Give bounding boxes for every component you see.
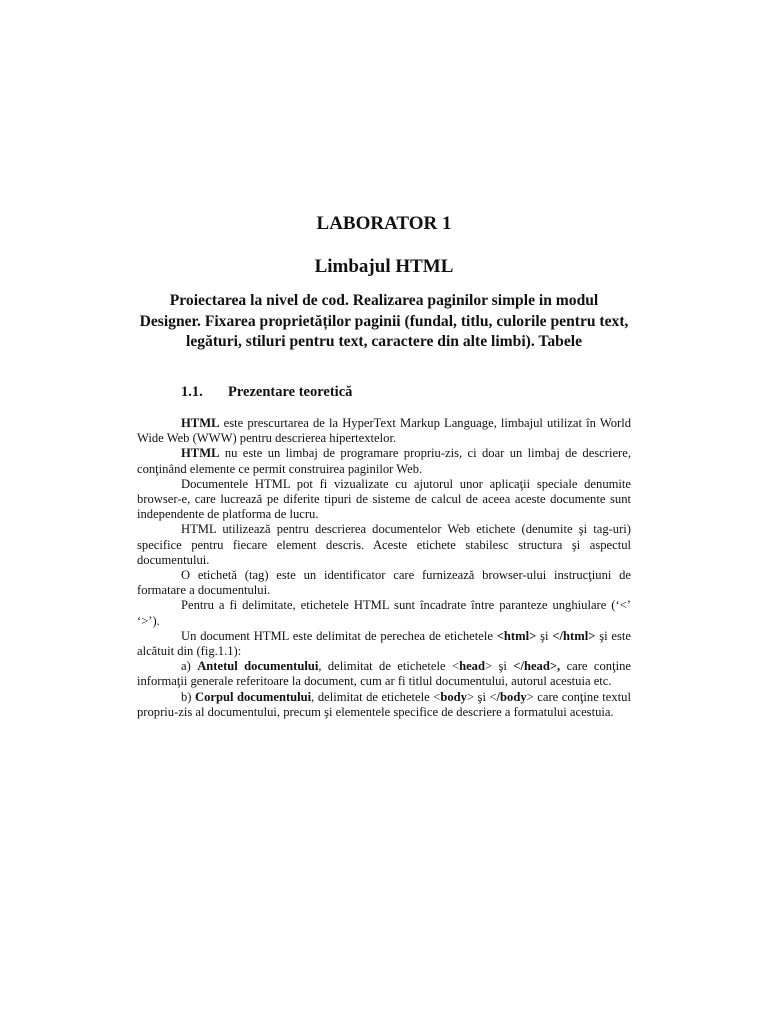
paragraph-html-definition: HTML este prescurtarea de la HyperText Markup Language, limbajul utilizat în World Wide Web (WWW) pentru descrierea hipertextelor. <box>137 416 631 446</box>
paragraph-document-structure: Un document HTML este delimitat de perechea de etichetele <html> şi </html> şi este alcătuit din (fig.1.1): <box>137 628 631 659</box>
bold-term: HTML <box>181 416 220 430</box>
section-number: 1.1. <box>181 384 203 400</box>
paragraph-head-section: a) Antetul documentului, delimitat de etichetele <head> şi </head>, care conţine informaţii generale referitoare la document, cum ar fi titlul documentului, autorul acestuia etc. <box>137 659 631 689</box>
paragraph-tag-definition: O etichetă (tag) este un identificator care furnizează browser-ului instrucţiuni de formatare a documentului. <box>137 568 631 598</box>
paragraph-tags: HTML utilizează pentru descrierea documentelor Web etichete (denumite şi tag-uri) specifice pentru fiecare element descris. Aceste etichete stabilesc structura şi aspectul documentului. <box>137 522 631 567</box>
section-title: Prezentare teoretică <box>228 384 353 400</box>
paragraph-browsers: Documentele HTML pot fi vizualizate cu ajutorul unor aplicaţii speciale denumite browser-e, care lucrează pe diferite tipuri de sisteme de calcul de aceea aceste documente sunt independente de platforma de lucru. <box>137 476 631 522</box>
bold-term: HTML <box>181 446 220 461</box>
topic-title: Limbajul HTML <box>314 256 454 277</box>
lab-title: LABORATOR 1 <box>316 213 452 234</box>
lab-subtitle: Proiectarea la nivel de cod. Realizarea paginilor simple in modul Designer. Fixarea proprietăților paginii (fundal, titlu, culorile pentru text, legături, stiluri pentru text, caractere din alte limbi). Tabele <box>139 292 629 350</box>
paragraph-delimiters: Pentru a fi delimitate, etichetele HTML sunt încadrate între paranteze unghiulare (‘<’ ‘>’). <box>137 598 631 628</box>
body-text <box>137 416 631 720</box>
section-heading <box>181 384 352 401</box>
paragraph-html-description: HTML nu este un limbaj de programare propriu-zis, ci doar un limbaj de descriere, conţinând elemente ce permit construirea paginilor Web. <box>137 446 631 476</box>
paragraph-body-section: b) Corpul documentului, delimitat de etichetele <body> şi </body> care conţine textul propriu-zis al documentului, precum şi elementele specifice de descriere a formatului acestuia. <box>137 689 631 719</box>
